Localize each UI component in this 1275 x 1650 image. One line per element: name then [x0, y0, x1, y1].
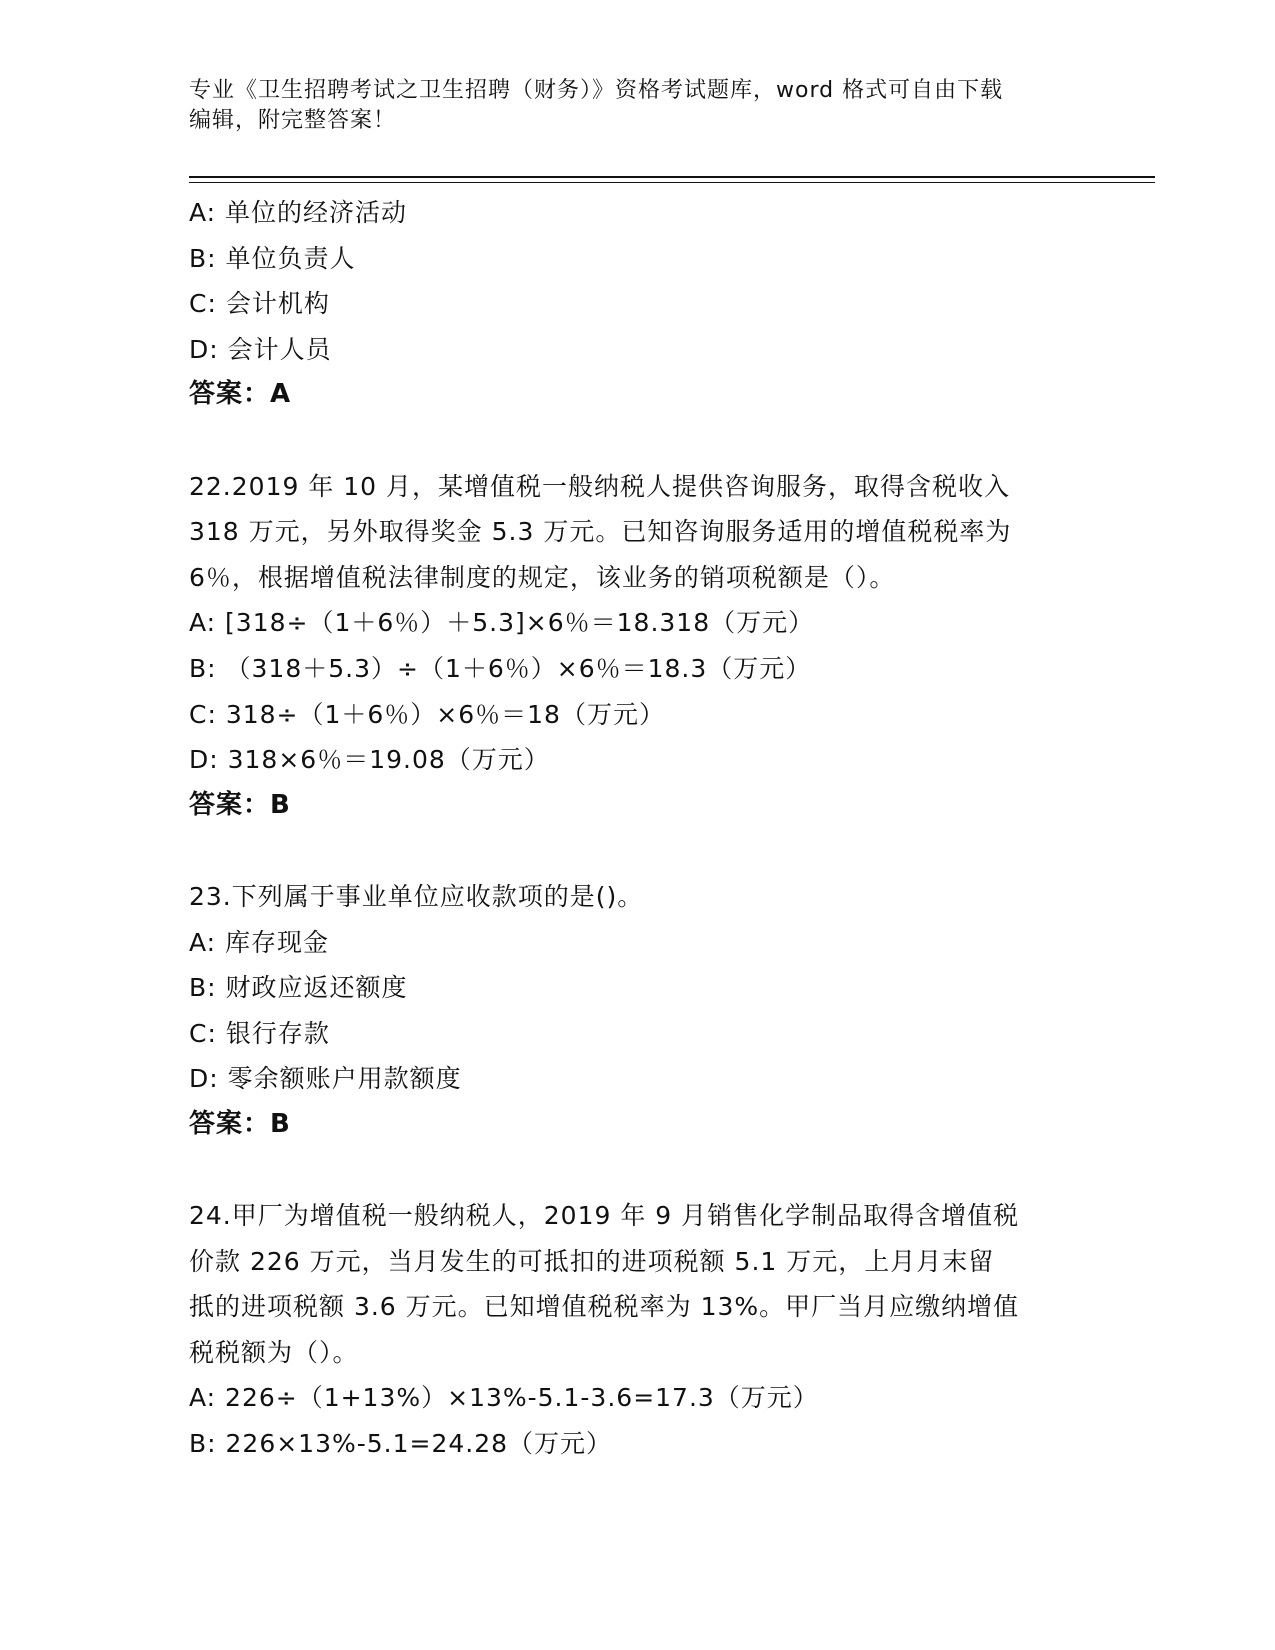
option-b: B: 226×13%-5.1=24.28（万元）	[189, 1429, 613, 1459]
question-23	[189, 874, 1089, 1148]
option-d: D: 零余额账户用款额度	[189, 1064, 462, 1094]
answer-line: 答案：B	[189, 1108, 291, 1139]
question-stem: 价款 226 万元，当月发生的可抵扣的进项税额 5.1 万元，上月月末留	[189, 1246, 995, 1276]
option-a: A: 226÷（1+13%）×13%-5.1-3.6=17.3（万元）	[189, 1383, 819, 1413]
option-a: A: 单位的经济活动	[189, 198, 408, 227]
option-a: A: 库存现金	[189, 927, 330, 957]
answer-line: 答案：A	[189, 379, 292, 410]
option-a: A: [318÷（1＋6％）＋5.3]×6％＝18.318（万元）	[189, 608, 815, 638]
header-rule-thin	[189, 182, 1155, 183]
question-stem: 抵的进项税额 3.6 万元。已知增值税税率为 13%。甲厂当月应缴纳增值	[189, 1292, 1020, 1322]
question-21-options	[189, 190, 1089, 418]
question-content	[189, 190, 1089, 1467]
document-header	[189, 76, 1089, 136]
option-b: B: （318＋5.3）÷（1＋6％）×6％＝18.3（万元）	[189, 653, 812, 683]
question-stem: 24.甲厂为增值税一般纳税人，2019 年 9 月销售化学制品取得含增值税	[189, 1201, 1020, 1231]
option-b: B: 财政应返还额度	[189, 973, 408, 1003]
option-d: D: 会计人员	[189, 334, 332, 364]
question-stem: 税税额为（）。	[189, 1337, 359, 1367]
question-stem: 318 万元，另外取得奖金 5.3 万元。已知咨询服务适用的增值税税率为	[189, 517, 1012, 547]
header-line-1: 专业《卫生招聘考试之卫生招聘（财务）》资格考试题库，word 格式可自由下载	[189, 78, 1004, 103]
header-line-2: 编辑，附完整答案！	[189, 108, 397, 133]
option-d: D: 318×6％＝19.08（万元）	[189, 745, 550, 775]
question-stem: 6％，根据增值税法律制度的规定，该业务的销项税额是（）。	[189, 562, 896, 592]
question-stem: 22.2019 年 10 月，某增值税一般纳税人提供咨询服务，取得含税收入	[189, 471, 1011, 501]
header-rule-thick	[189, 176, 1155, 178]
option-c: C: 318÷（1＋6％）×6％＝18（万元）	[189, 699, 665, 729]
option-c: C: 会计机构	[189, 289, 330, 319]
option-c: C: 银行存款	[189, 1018, 330, 1048]
answer-line: 答案：B	[189, 789, 291, 820]
question-stem: 23.下列属于事业单位应收款项的是()。	[189, 881, 644, 911]
question-22	[189, 464, 1089, 829]
question-24	[189, 1193, 1089, 1467]
option-b: B: 单位负责人	[189, 243, 356, 273]
